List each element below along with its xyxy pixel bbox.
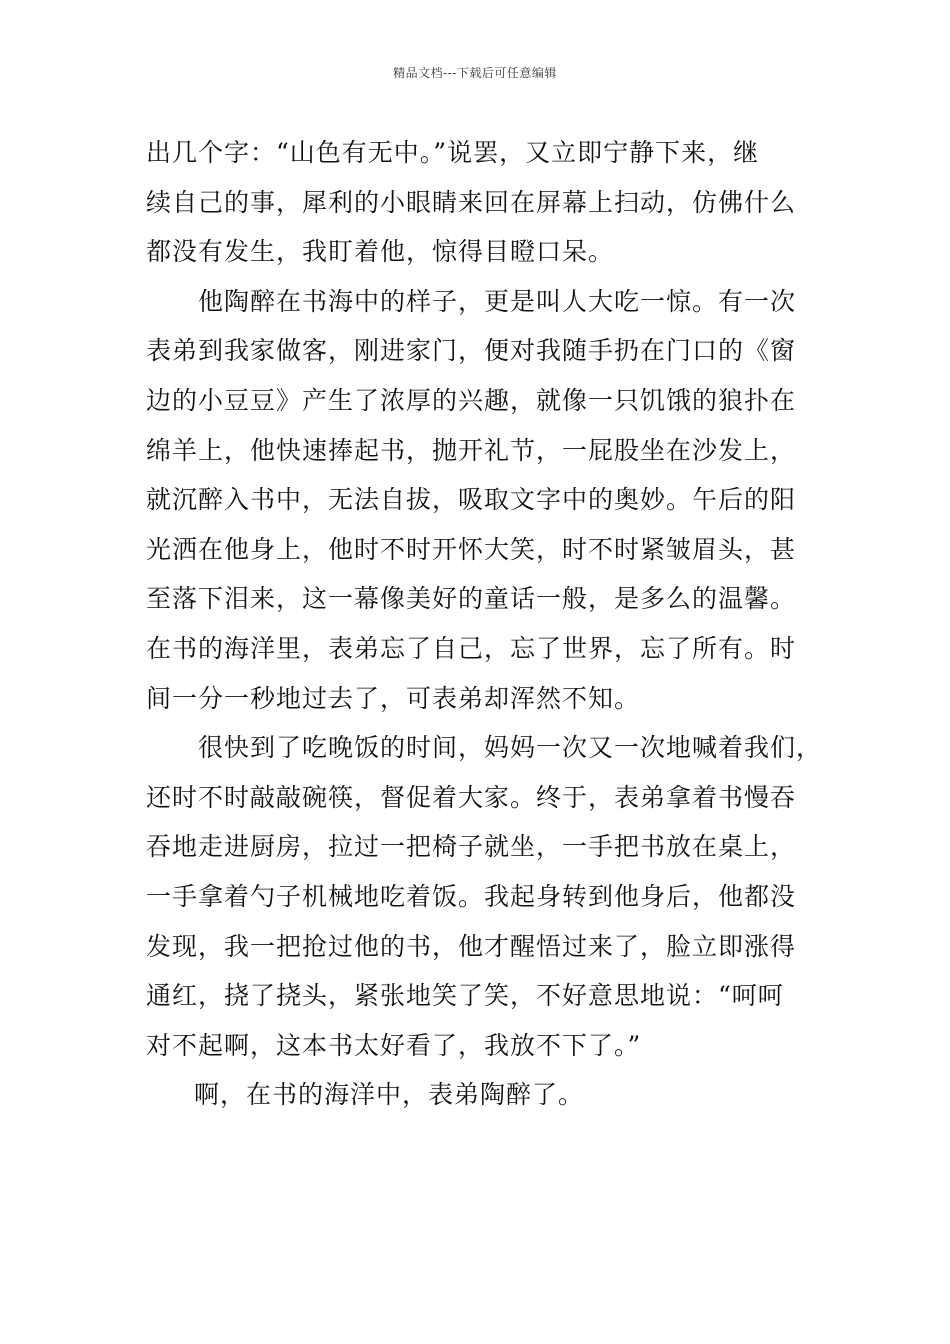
paragraph-2-line-9: 间一分一秒地过去了，可表弟却浑然不知。 [146,683,641,713]
paragraph-3-line-1: 很快到了吃晚饭的时间，妈妈一次又一次地喊着我们， [198,733,823,763]
paragraph-2-line-1: 他陶醉在书海中的样子，更是叫人大吃一惊。有一次 [198,286,797,316]
page-header: 精品文档---下载后可任意编辑 [393,66,557,80]
paragraph-4-line-1: 啊，在书的海洋中，表弟陶醉了。 [194,1080,585,1110]
paragraph-3-line-3: 吞地走进厨房，拉过一把椅子就坐，一手把书放在桌上， [146,832,797,862]
paragraph-3-line-7: 对不起啊，这本书太好看了，我放不下了。” [146,1030,642,1060]
paragraph-3-line-5: 发现，我一把抢过他的书，他才醒悟过来了，脸立即涨得 [146,931,797,961]
document-body [146,128,823,1120]
paragraph-2-line-2: 表弟到我家做客，刚进家门，便对我随手扔在门口的《窗 [146,336,797,366]
paragraph-1-line-2: 续自己的事，犀利的小眼睛来回在屏幕上扫动，仿佛什么 [146,187,797,217]
paragraph-2-line-8: 在书的海洋里，表弟忘了自己，忘了世界，忘了所有。时 [146,633,797,663]
paragraph-2-line-6: 光洒在他身上，他时不时开怀大笑，时不时紧皱眉头，甚 [146,534,797,564]
paragraph-3-line-4: 一手拿着勺子机械地吃着饭。我起身转到他身后，他都没 [146,881,797,911]
paragraph-3-line-6: 通红，挠了挠头，紧张地笑了笑，不好意思地说：“呵呵 [146,981,784,1011]
paragraph-2-line-7: 至落下泪来，这一幕像美好的童话一般，是多么的温馨。 [146,584,797,614]
paragraph-1-line-1: 出几个字：“山色有无中。”说罢，又立即宁静下来，继 [146,138,760,167]
paragraph-3-line-2: 还时不时敲敲碗筷，督促着大家。终于，表弟拿着书慢吞 [146,782,797,812]
paragraph-2-line-5: 就沉醉入书中，无法自拔，吸取文字中的奥妙。午后的阳 [146,485,797,515]
paragraph-2-line-3: 边的小豆豆》产生了浓厚的兴趣，就像一只饥饿的狼扑在 [146,385,797,415]
paragraph-1-line-3: 都没有发生，我盯着他，惊得目瞪口呆。 [146,237,615,267]
paragraph-2-line-4: 绵羊上，他快速捧起书，抛开礼节，一屁股坐在沙发上， [146,435,797,465]
